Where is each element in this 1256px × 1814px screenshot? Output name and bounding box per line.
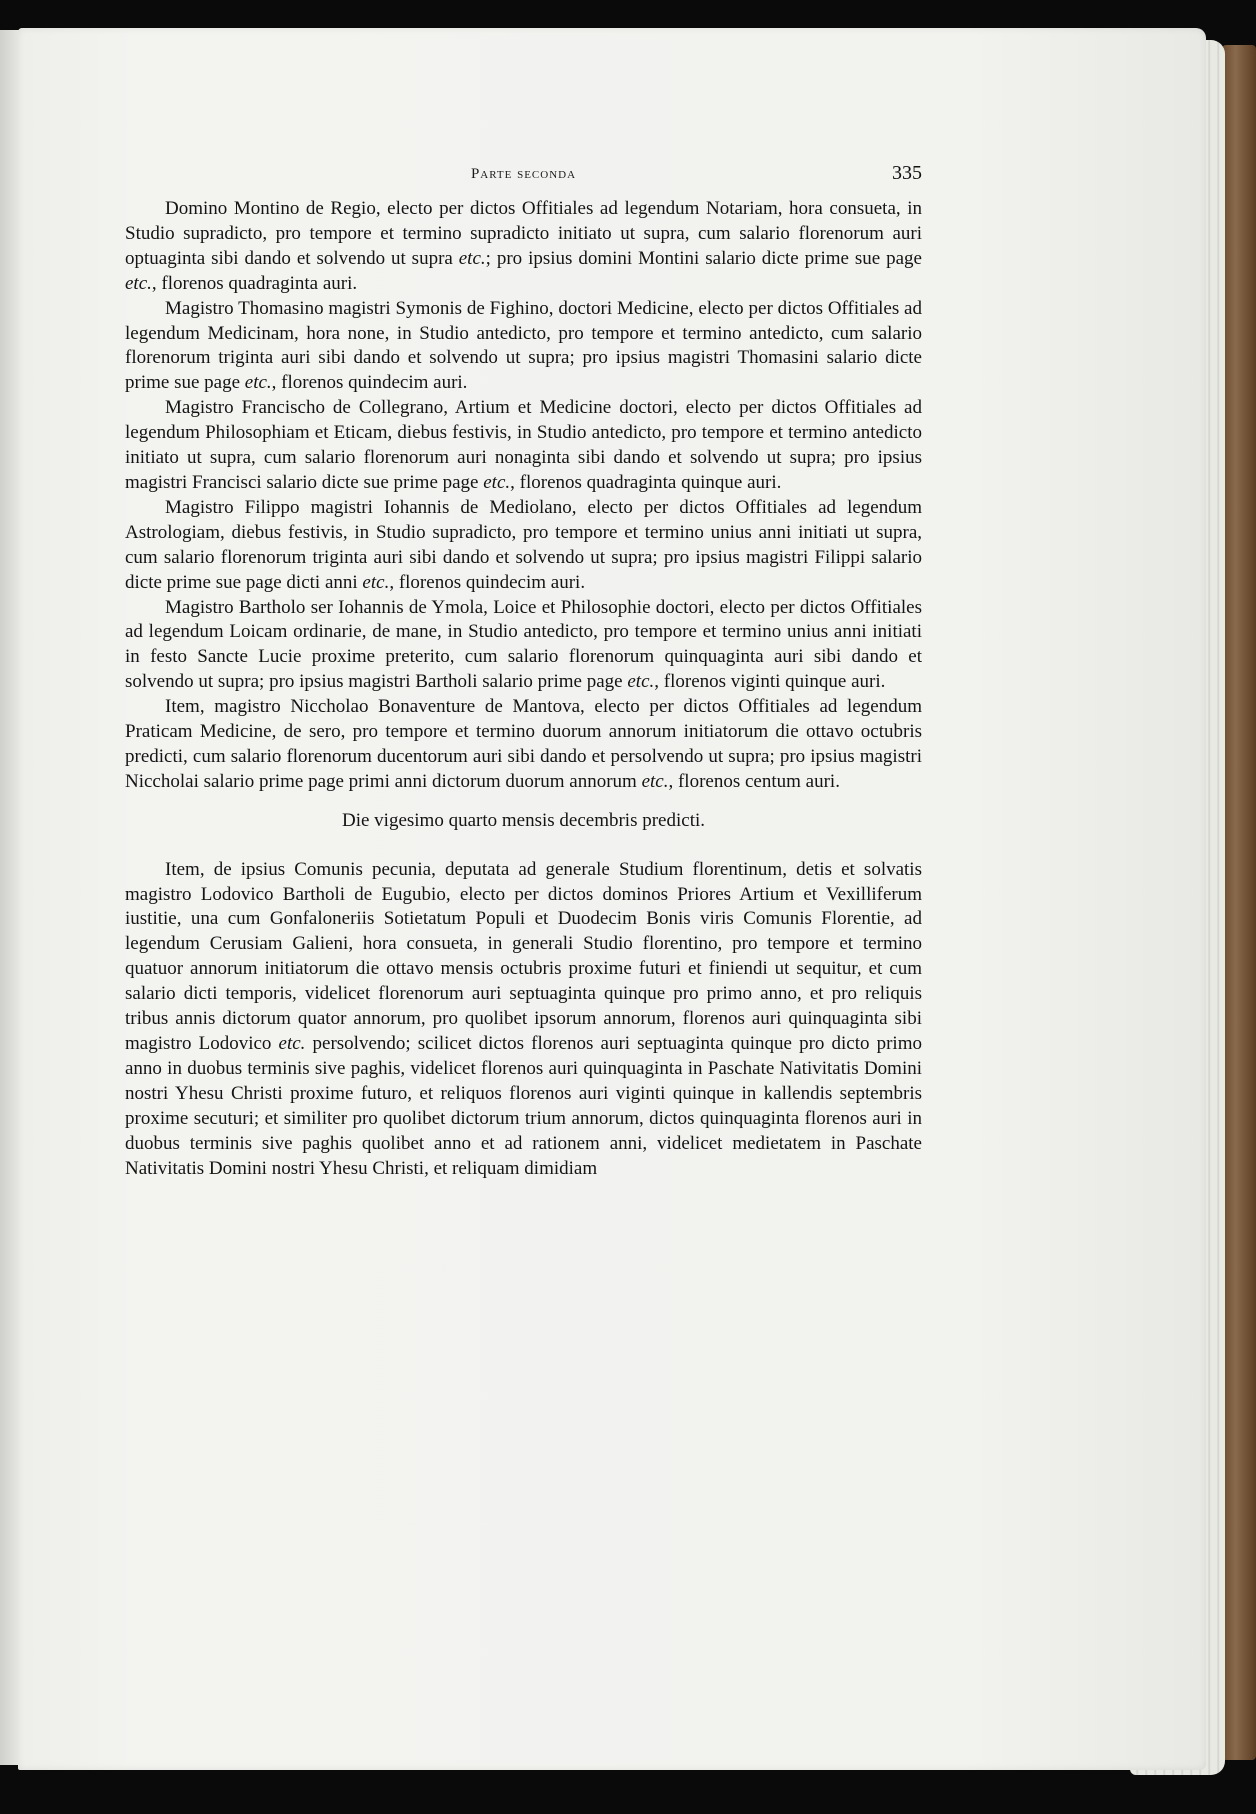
body-text: [125, 197, 922, 1181]
paragraph: Item, magistro Niccholao Bonaventure de Mantova, electo per dictos Offitiales ad legendum Praticam Medicine, de sero, pro tempore et termino duorum annorum initiatorum die ottavo octubris predicti, cum salario florenorum ducentorum auri sibi dando et persolvendo ut supra; pro ipsius magistri Niccholai salario prime page primi anni dictorum duorum annorum etc., florenos centum auri.: [125, 696, 922, 792]
paragraph: Domino Montino de Regio, electo per dictos Offitiales ad legendum Notariam, hora consueta, in Studio supradicto, pro tempore et termino supradicto initiato ut supra, cum salario florenorum auri optuaginta sibi dando et solvendo ut supra etc.; pro ipsius domini Montini salario dicte prime sue page etc., florenos quadraginta auri.: [125, 198, 922, 294]
paragraph: Magistro Thomasino magistri Symonis de Fighino, doctori Medicine, electo per dictos Offitiales ad legendum Medicinam, hora none, in Studio antedicto, pro tempore et termino antedicto, cum salario florenorum triginta auri sibi dando et solvendo ut supra; pro ipsius magistri Thomasini salario dicte prime sue page etc., florenos quindecim auri.: [125, 297, 922, 394]
running-title: Parte seconda: [470, 166, 577, 182]
page-header: [125, 162, 922, 192]
paragraph: Magistro Bartholo ser Iohannis de Ymola, Loice et Philosophie doctori, electo per dictos Offitiales ad legendum Loicam ordinarie, de mane, in Studio antedicto, pro tempore et termino unius anni initiati in festo Sancte Lucie proxime preterito, cum salario florenorum quinquaginta auri sibi dando et solvendo ut supra; pro ipsius magistri Bartholi salario prime page etc., florenos viginti quinque auri.: [125, 596, 922, 693]
paragraph: Item, de ipsius Comunis pecunia, deputata ad generale Studium florentinum, detis et solvatis magistro Lodovico Bartholi de Eugubio, electo per dictos dominos Priores Artium et Vexilliferum iustitie, una cum Gonfaloneriis Sotietatum Populi et Duodecim Bonis viris Comunis Florentie, ad legendum Cerusiam Galieni, hora consueta, in generali Studio florentino, pro tempore et termino quatuor annorum initiatorum die ottavo mensis octubris proxime futuri et finiendi ut sequitur, et cum salario dicti temporis, videlicet florenorum auri septuaginta quinque pro primo anno, et pro reliquis tribus annis dictorum quator annorum, pro quolibet ipsorum annorum, florenos auri quinquaginta sibi magistro Lodovico etc. persolvendo; scilicet dictos florenos auri septuaginta quinque pro dicto primo anno in duobus terminis sive paghis, videlicet florenos auri quinquaginta in Paschate Nativitatis Domini nostri Yhesu Christi proxime futuro, et reliquos florenos auri viginti quinque in kallendis septembris proxime secuturi; et similiter pro quolibet dictorum trium annorum, dictos quinquaginta florenos auri in duobus terminis sive paghis quolibet anno et ad rationem anni, videlicet medietatem in Paschate Nativitatis Domini nostri Yhesu Christi, et reliquam dimidiam: [125, 858, 922, 1179]
paragraph: Magistro Filippo magistri Iohannis de Mediolano, electo per dictos Offitiales ad legendum Astrologiam, diebus festivis, in Studio supradicto, pro tempore et termino unius anni initiati ut supra, cum salario florenorum triginta auri sibi dando et solvendo ut supra; pro ipsius magistri Filippi salario dicte prime sue page dicti anni etc., florenos quindecim auri.: [125, 496, 922, 593]
date-line: Die vigesimo quarto mensis decembris predicti.: [341, 809, 706, 831]
page-number: 335: [892, 162, 922, 184]
paragraph: Magistro Francischo de Collegrano, Artium et Medicine doctori, electo per dictos Offitiales ad legendum Philosophiam et Eticam, diebus festivis, in Studio antedicto, pro tempore et termino antedicto initiato ut supra, cum salario florenorum auri nonaginta sibi dando et solvendo ut supra; pro ipsius magistri Francisci salario dicte sue prime page etc., florenos quadraginta quinque auri.: [125, 397, 922, 493]
book-cover-edge: [1222, 45, 1256, 1760]
